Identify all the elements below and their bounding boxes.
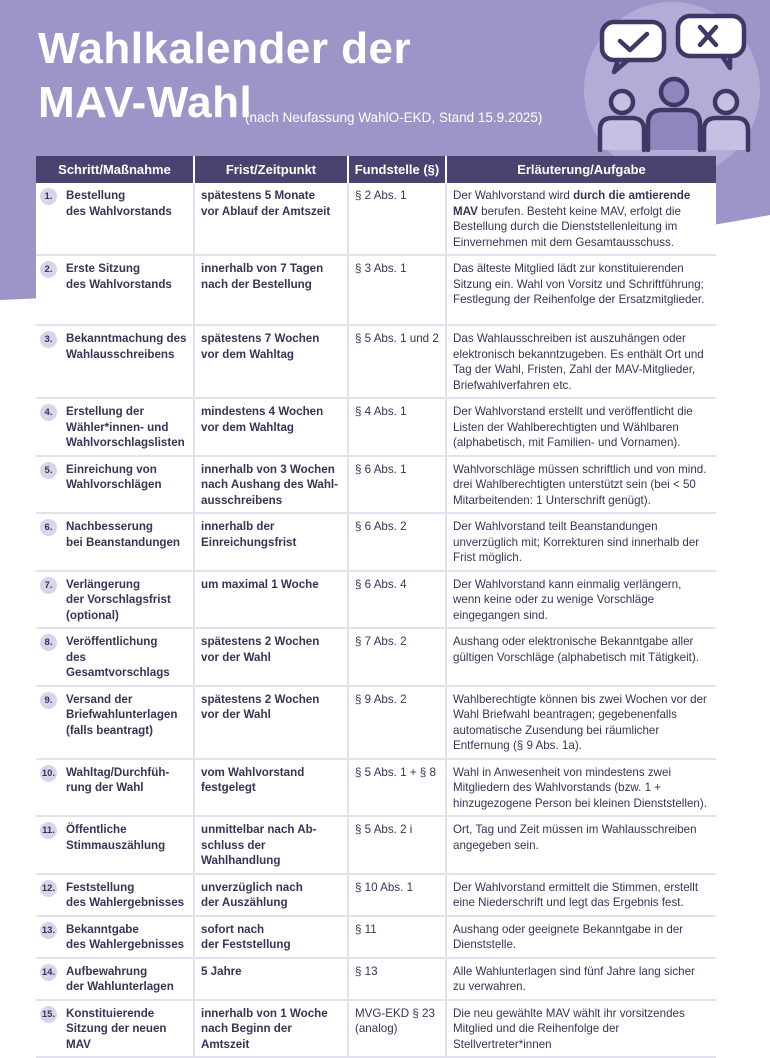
cell-schritt [36,628,194,686]
table-row [36,816,716,874]
step-label: Wahltag/Durchfüh- rung der Wahl [66,765,170,794]
step-number-badge: 5. [40,462,57,479]
table-row [36,916,716,958]
cell-frist: vom Wahlvorstand festgelegt [194,759,348,817]
step-number-badge: 8. [40,634,57,651]
cell-frist: spätestens 2 Wochen vor der Wahl [194,628,348,686]
step-number-badge: 13. [40,922,57,939]
step-number-badge: 4. [40,404,57,421]
step-number-badge: 7. [40,577,57,594]
cell-frist: innerhalb von 7 Tagen nach der Bestellung [194,255,348,325]
step-number-badge: 2. [40,261,57,278]
cell-erlaeuterung [446,183,716,255]
step-label: Feststellung des Wahlergebnisses [66,880,185,909]
step-label: Erstellung der Wähler*innen- und Wahlvorschlagslisten [66,405,185,449]
column-header-erlaeuterung: Erläuterung/Aufgabe [446,156,716,183]
cell-frist: spätestens 2 Wochen vor der Wahl [194,686,348,759]
cell-schritt [36,874,194,916]
cell-schritt [36,816,194,874]
cell-schritt [36,456,194,514]
step-label: Bekanntgabe des Wahlergebnisses [66,922,185,951]
step-number-badge: 10. [40,765,57,782]
table-row [36,958,716,1000]
cell-frist: innerhalb von 3 Wochen nach Aushang des Wahl- ausschreibens [194,456,348,514]
cell-fundstelle: § 5 Abs. 1 und 2 [348,325,446,398]
cell-schritt [36,759,194,817]
table-row [36,325,716,398]
cell-erlaeuterung: Aushang oder elektronische Bekanntgabe aller gültigen Vorschläge (alphabetisch mit Tätigkeit). [446,628,716,686]
column-header-fundstelle: Fundstelle (§) [348,156,446,183]
table-row [36,183,716,255]
cell-erlaeuterung: Das älteste Mitglied lädt zur konstituierenden Sitzung ein. Wahl von Vorsitz und Schriftführung; Festlegung der Reihenfolge der Ersatzmitglieder. [446,255,716,325]
cell-fundstelle: § 6 Abs. 1 [348,456,446,514]
table-row [36,1000,716,1058]
cell-erlaeuterung: Der Wahlvorstand ermittelt die Stimmen, erstellt eine Niederschrift und legt das Ergebnis fest. [446,874,716,916]
cell-erlaeuterung: Der Wahlvorstand kann einmalig verlängern, wenn keine oder zu wenige Vorschläge eingegangen sind. [446,571,716,629]
description-part: durch die amtierende MAV [453,189,691,218]
cell-erlaeuterung: Wahlberechtigte können bis zwei Wochen vor der Wahl Briefwahl beantragen; gegebenenfalls automatische Zusendung bei räumlicher Entfernung (§ 9 Abs. 1a). [446,686,716,759]
step-label: Verlängerung der Vorschlagsfrist (optional) [66,577,171,622]
step-label: Einreichung von Wahlvorschlägen [66,462,162,491]
cell-fundstelle: § 7 Abs. 2 [348,628,446,686]
cell-erlaeuterung: Ort, Tag und Zeit müssen im Wahlausschreiben angegeben sein. [446,816,716,874]
cell-erlaeuterung: Wahl in Anwesenheit von mindestens zwei Mitgliedern des Wahlvorstands (bzw. 1 + hinzugezogene Person bei kleinen Dienststellen). [446,759,716,817]
speech-bubble-x-icon [678,16,744,68]
table-row [36,628,716,686]
cell-fundstelle: § 6 Abs. 2 [348,513,446,571]
cell-schritt [36,1000,194,1058]
table-row [36,874,716,916]
cell-fundstelle: § 11 [348,916,446,958]
cell-schritt [36,571,194,629]
step-number-badge: 12. [40,880,57,897]
table-row [36,759,716,817]
step-number-badge: 15. [40,1006,57,1023]
cell-frist: spätestens 7 Wochen vor dem Wahltag [194,325,348,398]
cell-fundstelle: § 3 Abs. 1 [348,255,446,325]
cell-erlaeuterung: Wahlvorschläge müssen schriftlich und von mind. drei Wahlberechtigten unterstützt sein (bei < 50 Mitarbeitenden: 1 Unterschrift genügt). [446,456,716,514]
cell-fundstelle: § 2 Abs. 1 [348,183,446,255]
column-header-frist: Frist/Zeitpunkt [194,156,348,183]
step-label: Versand der Briefwahlunterlagen (falls beantragt) [66,692,178,737]
cell-erlaeuterung: Der Wahlvorstand erstellt und veröffentlicht die Listen der Wahlberechtigten und Wählbaren (alphabetisch, mit Familien- und Vornamen). [446,398,716,456]
step-label: Konstituierende Sitzung der neuen MAV [66,1006,167,1051]
step-label: Erste Sitzung des Wahlvorstands [66,262,172,291]
step-label: Bekanntmachung des Wahlausschreibens [66,332,187,361]
step-number-badge: 6. [40,519,57,536]
cell-frist: spätestens 5 Monate vor Ablauf der Amtszeit [194,183,348,255]
step-number-badge: 11. [40,822,57,839]
description-part: berufen. Besteht keine MAV, erfolgt die Bestellung durch die Dienststellenleitung im Einvernehmen mit dem Gesamtausschuss. [453,204,681,249]
cell-schritt [36,398,194,456]
cell-frist: sofort nach der Feststellung [194,916,348,958]
cell-fundstelle: § 5 Abs. 1 + § 8 [348,759,446,817]
cell-fundstelle: § 4 Abs. 1 [348,398,446,456]
step-number-badge: 9. [40,692,57,709]
cell-schritt [36,255,194,325]
cell-frist: innerhalb der Einreichungsfrist [194,513,348,571]
step-label: Veröffentlichung des Gesamtvorschlags [66,635,170,679]
table-row [36,513,716,571]
step-label: Nachbesserung bei Beanstandungen [66,520,181,549]
description-part: Der Wahlvorstand wird [453,189,574,202]
cell-schritt [36,916,194,958]
cell-erlaeuterung: Die neu gewählte MAV wählt ihr vorsitzendes Mitglied und die Reihenfolge der Stellvertreter*innen [446,1000,716,1058]
table-row [36,571,716,629]
cell-erlaeuterung: Der Wahlvorstand teilt Beanstandungen unverzüglich mit; Korrekturen sind innerhalb der Frist möglich. [446,513,716,571]
cell-fundstelle: MVG-EKD § 23 (analog) [348,1000,446,1058]
cell-schritt [36,513,194,571]
wahlkalender-table [36,156,716,1058]
cell-frist: innerhalb von 1 Woche nach Beginn der Amtszeit [194,1000,348,1058]
page-subtitle: (nach Neufassung WahlO-EKD, Stand 15.9.2025) [245,110,543,125]
cell-frist: unverzüglich nach der Auszählung [194,874,348,916]
table-header-row [36,156,716,183]
cell-schritt [36,325,194,398]
step-label: Öffentliche Stimmauszählung [66,823,166,852]
cell-frist: mindestens 4 Wochen vor dem Wahltag [194,398,348,456]
cell-schritt [36,183,194,255]
cell-erlaeuterung: Alle Wahlunterlagen sind fünf Jahre lang sicher zu verwahren. [446,958,716,1000]
cell-schritt [36,958,194,1000]
cell-fundstelle: § 9 Abs. 2 [348,686,446,759]
group-of-people-icon [592,10,762,160]
cell-fundstelle: § 6 Abs. 4 [348,571,446,629]
cell-schritt [36,686,194,759]
table-row [36,398,716,456]
step-number-badge: 1. [40,188,57,205]
cell-frist: unmittelbar nach Ab- schluss der Wahlhandlung [194,816,348,874]
column-header-schritt: Schritt/Maßnahme [36,156,194,183]
cell-erlaeuterung: Aushang oder geeignete Bekanntgabe in der Dienststelle. [446,916,716,958]
title-line-1: Wahlkalender der [38,24,412,73]
cell-fundstelle: § 10 Abs. 1 [348,874,446,916]
title-line-2: MAV-Wahl [38,78,253,127]
cell-fundstelle: § 13 [348,958,446,1000]
step-number-badge: 14. [40,964,57,981]
cell-frist: um maximal 1 Woche [194,571,348,629]
table-row [36,456,716,514]
step-label: Bestellung des Wahlvorstands [66,189,172,218]
step-number-badge: 3. [40,331,57,348]
step-label: Aufbewahrung der Wahlunterlagen [66,964,174,993]
table-row [36,255,716,325]
cell-fundstelle: § 5 Abs. 2 i [348,816,446,874]
speech-bubble-check-icon [602,22,664,72]
table-row [36,686,716,759]
cell-erlaeuterung: Das Wahlausschreiben ist auszuhängen oder elektronisch bekanntzugeben. Es enthält Ort und Tag der Wahl, Fristen, Zahl der MAV-Mitglieder, Briefwahlverfahren etc. [446,325,716,398]
cell-frist: 5 Jahre [194,958,348,1000]
